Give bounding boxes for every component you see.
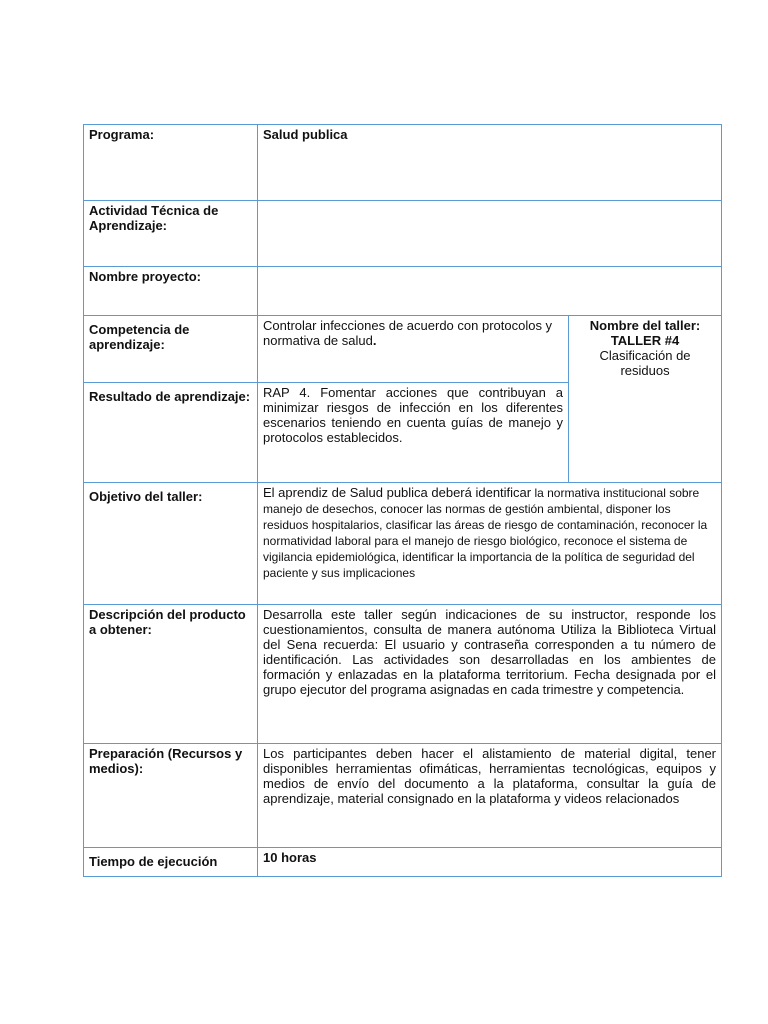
taller-cell (569, 316, 722, 483)
objetivo-value (258, 483, 722, 605)
competencia-period: . (372, 333, 377, 348)
resultado-value: RAP 4. Fomentar acciones que contribuyan a minimizar riesgos de infección en los diferentes escenarios teniendo en cuenta guías de manejo y protocolos establecidos. (258, 383, 569, 483)
row-actividad (84, 201, 722, 267)
proyecto-label: Nombre proyecto: (84, 267, 258, 316)
taller-title: Nombre del taller: (589, 318, 701, 333)
competencia-value (258, 316, 569, 383)
row-objetivo (84, 483, 722, 605)
objetivo-lead: El aprendiz de Salud publica deberá identificar (263, 485, 532, 500)
programa-value: Salud publica (258, 125, 722, 201)
row-competencia (84, 316, 722, 383)
row-preparacion (84, 744, 722, 848)
preparacion-label: Preparación (Recursos y medios): (84, 744, 258, 848)
proyecto-value (258, 267, 722, 316)
descripcion-value: Desarrolla este taller según indicaciones de su instructor, responde los cuestionamientos, consulta de manera autónoma Utiliza la Biblioteca Virtual del Sena recuerda: El usuario y contraseña corresponden a tu número de identificación. Las actividades son desarrolladas en los ambientes de formación y enlazadas en la plataforma territorium. Fecha designada por el grupo ejecutor del programa asignadas en cada trimestre y competencia. (258, 605, 722, 744)
competencia-text: Controlar infecciones de acuerdo con protocolos y normativa de salud (263, 318, 553, 348)
tiempo-label: Tiempo de ejecución (84, 848, 258, 877)
tiempo-value: 10 horas (258, 848, 722, 877)
resultado-label: Resultado de aprendizaje: (84, 383, 258, 483)
preparacion-value: Los participantes deben hacer el alistamiento de material digital, tener disponibles herramientas ofimáticas, herramientas tecnológicas, equipos y medios de envío del documento a la plataforma, consultar la guía de aprendizaje, material consignado en la plataforma y videos relacionados (258, 744, 722, 848)
actividad-value (258, 201, 722, 267)
taller-name: Clasificación de residuos (599, 348, 691, 378)
row-descripcion (84, 605, 722, 744)
descripcion-label: Descripción del producto a obtener: (84, 605, 258, 744)
row-tiempo (84, 848, 722, 877)
programa-label: Programa: (84, 125, 258, 201)
objetivo-label: Objetivo del taller: (84, 483, 258, 605)
row-proyecto (84, 267, 722, 316)
competencia-label: Competencia de aprendizaje: (84, 316, 258, 383)
actividad-label: Actividad Técnica de Aprendizaje: (84, 201, 258, 267)
taller-number: TALLER #4 (610, 333, 680, 348)
row-programa (84, 125, 722, 201)
workshop-form-table (83, 124, 722, 877)
objetivo-rest: la normativa institucional sobre manejo de desechos, conocer las normas de gestión ambiental, disponer los residuos hospitalarios, clasificar las áreas de riesgo de contaminación, reconocer la normatividad laboral para el manejo de riesgo biológico, reconoce el sistema de vigilancia epidemiológica, identificar la importancia de la política de seguridad del paciente y sus implicaciones (263, 486, 708, 580)
